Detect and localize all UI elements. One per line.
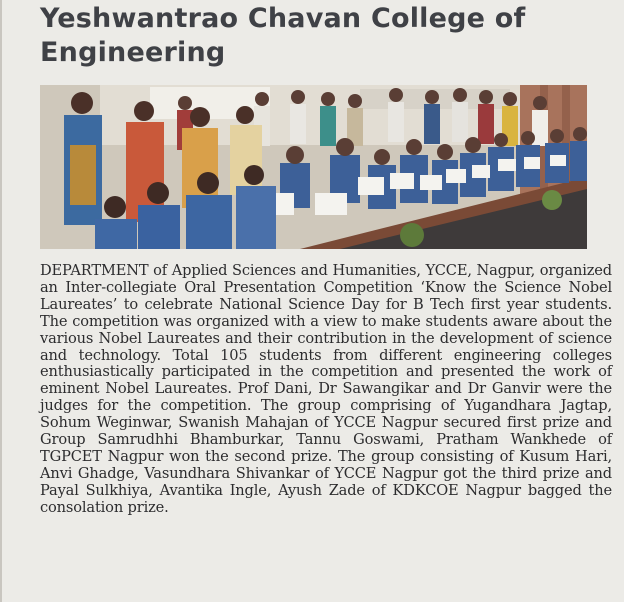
group-photo [40, 85, 587, 249]
group-photo-icon [40, 85, 587, 249]
article-body: DEPARTMENT of Applied Sciences and Humanities, YCCE, Nagpur, organized an Inter-collegiate Oral Presentation Competition ‘Know the Science Nobel Laureates’ to celebrate National Science Day for B Tech first year students. The competition was organized with a view to make students aware about the various Nobel Laureates and their contribution in the development of science and technology. Total 105 students from different engineering colleges enthusiastically participated in the competition and presented the work of eminent Nobel Laureates. Prof Dani, Dr Sawangikar and Dr Ganvir were the judges for the competition. The group comprising of Yugandhara Jagtap, Sohum Weginwar, Swanish Mahajan of YCCE Nagpur secured first prize and Group Samrudhhi Bhamburkar, Tannu Goswami, Pratham Wankhede of TGPCET Nagpur won the second prize. The group consisting of Kusum Hari, Anvi Ghadge, Vasundhara Shivankar of YCCE Nagpur got the third prize and Payal Sulkhiya, Avantika Ingle, Ayush Zade of KDKCOE Nagpur bagged the consolation prize. [40, 262, 612, 516]
article-headline: Yeshwantrao Chavan College of Engineering [40, 3, 526, 68]
